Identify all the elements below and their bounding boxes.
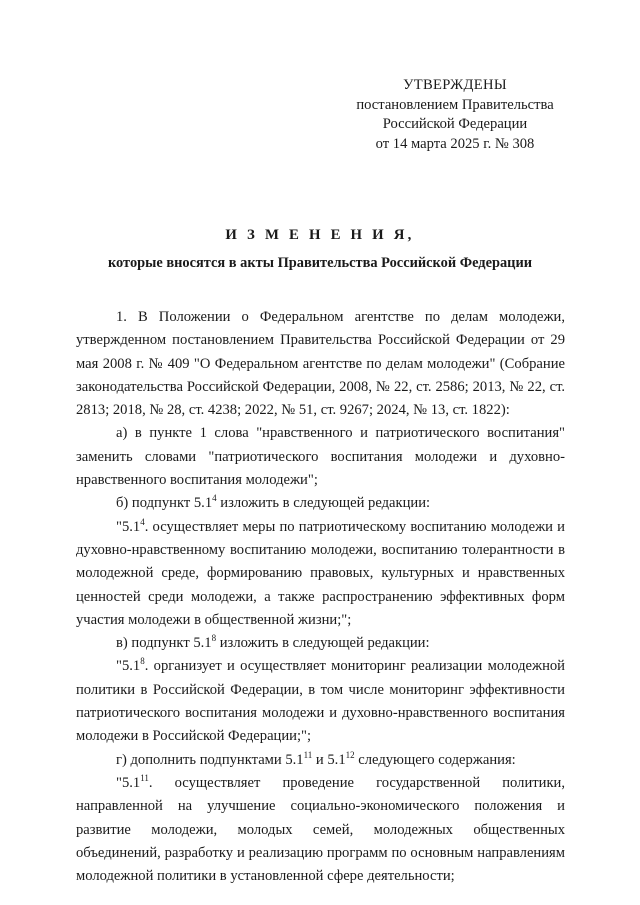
paragraph-b-pre: б) подпункт 5.1 <box>116 495 213 512</box>
paragraph-b <box>76 492 565 515</box>
approval-line-2: Российской Федерации <box>382 116 528 132</box>
approval-line-1: постановлением Правительства <box>356 96 554 113</box>
document-title: И З М Е Н Е Н И Я, <box>225 227 415 243</box>
paragraph-b-text-post: . осуществляет меры по патриотическому воспитанию молодежи и духовно-нравственному воспитанию молодежи, воспитанию толерантности в молодежной среде, формированию правовых, культурных и нравственных ценностей среди молодежи, а также распространению эффективных форм участия молодежи в общественной жизни;"; <box>76 518 565 628</box>
paragraph-g-text-post: . осуществляет проведение государственной политики, направленной на улучшение социально-экономического положения и развитие молодежи, молодых семей, молодежных общественных объединений, разработку и реализацию программ по основным направлениям молодежной политики в установленной сфере деятельности; <box>76 774 565 885</box>
paragraph-v-post: изложить в следующей редакции: <box>216 635 430 652</box>
paragraph-a: а) в пункте 1 слова "нравственного и патриотического воспитания" заменить словами "патриотического воспитания молодежи и духовно-нравственного воспитания молодежи"; <box>76 425 565 489</box>
paragraph-g-text <box>76 772 565 888</box>
paragraph-v-sup: 8 <box>211 633 217 644</box>
paragraph-g-text-sup: 11 <box>140 773 149 784</box>
document-subtitle: которые вносятся в акты Правительства Российской Федерации <box>107 255 533 271</box>
paragraph-g-sup-2: 12 <box>345 749 355 760</box>
paragraph-b-sup: 4 <box>212 493 217 504</box>
document-body <box>76 306 565 888</box>
approval-block <box>330 76 580 154</box>
paragraph-b-text-pre: "5.1 <box>116 518 141 535</box>
document-heading <box>0 224 640 275</box>
paragraph-v <box>76 632 565 655</box>
paragraph-g-text-pre: "5.1 <box>116 774 141 791</box>
paragraph-b-post: изложить в следующей редакции: <box>216 495 431 512</box>
paragraph-v-pre: в) подпункт 5.1 <box>116 635 212 652</box>
paragraph-g-mid: и 5.1 <box>312 751 346 768</box>
paragraph-v-text-post: . организует и осуществляет мониторинг реализации молодежной политики в Российской Федерации, в том числе мониторинг эффективности патриотического воспитания молодежи и духовно-нравственного воспитания молодежи в Российской Федерации;"; <box>76 658 565 745</box>
paragraph-g <box>76 749 565 772</box>
paragraph-b-text-sup: 4 <box>140 516 145 527</box>
approval-title: УТВЕРЖДЕНЫ <box>403 77 507 93</box>
paragraph-v-text <box>76 655 565 748</box>
paragraph-g-post: следующего содержания: <box>354 751 516 768</box>
paragraph-1: 1. В Положении о Федеральном агентстве по делам молодежи, утвержденном постановлением Правительства Российской Федерации от 29 мая 2008 г. № 409 "О Федеральном агентстве по делам молодежи" (Собрание законодательства Российской Федерации, 2008, № 22, ст. 2586; 2013, № 22, ст. 2813; 2018, № 28, ст. 4238; 2022, № 51, ст. 9267; 2024, № 13, ст. 1822): <box>76 309 565 419</box>
approval-line-3: от 14 марта 2025 г. № 308 <box>375 135 535 152</box>
paragraph-g-pre: г) дополнить подпунктами 5.1 <box>116 751 304 768</box>
paragraph-v-text-pre: "5.1 <box>116 658 141 675</box>
paragraph-g-sup-1: 11 <box>303 749 313 760</box>
paragraph-b-text <box>76 516 565 632</box>
paragraph-v-text-sup: 8 <box>140 656 145 667</box>
